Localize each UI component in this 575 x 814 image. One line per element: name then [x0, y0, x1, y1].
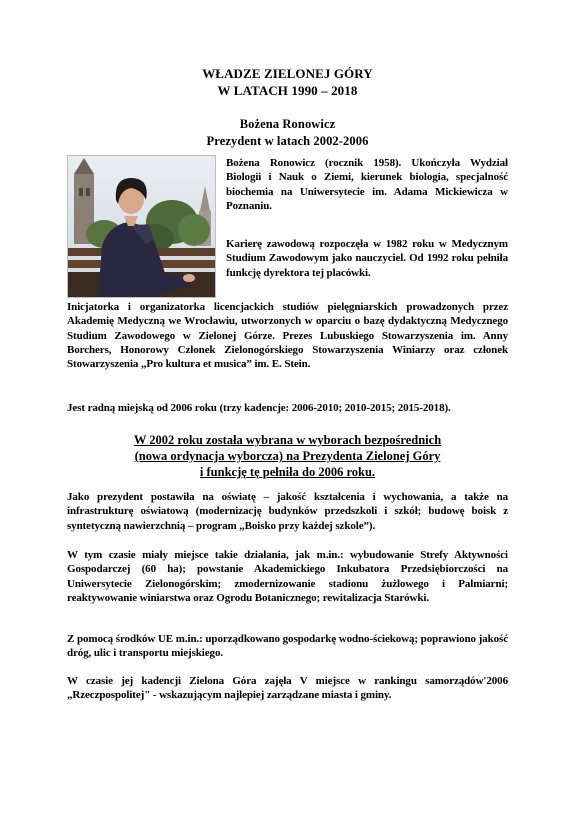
projects-paragraph: W tym czasie miały miejsce takie działania, jak m.in.: wybudowanie Strefy Aktywności Gospodarczej (60 ha); powstanie Akademickiego Inkubatora Przedsiębiorczości na Uniwersytecie Zielonogórskim; zmodernizowanie stadionu żużlowego i Palmiarni; reaktywowanie winiarstwa oraz Ogrodu Botanicznego; rewitalizacja Starówki.	[67, 549, 508, 604]
initiatives-paragraph: Inicjatorka i organizatorka licencjackich studiów pielęgniarskich prowadzonych przez Akademię Medyczną we Wrocławiu, utworzonych w oparciu o bazę dydaktyczną Medycznego Studium Zawodowego w Zielonej Górze. Prezes Lubuskiego Stowarzyszenia im. Anny Borchers, Honorowy Członek Zielonogórskiego Stowarzyszenia Winiarzy oraz członek Stowarzyszenia „Pro kultura et musica” im. E. Stein.	[67, 301, 508, 371]
election-line-1: W 2002 roku została wybrana w wyborach bezpośrednich	[133, 433, 442, 447]
education-paragraph: Jako prezydent postawiła na oświatę – jakość kształcenia i wychowania, a także na infrastrukturę oświatową (modernizację budynków przedszkoli i szkół; budowę boisk z syntetyczną nawierzchnią – program „Boisko przy każdej szkole”).	[67, 491, 508, 532]
portrait-photo	[67, 155, 216, 298]
person-heading	[0, 116, 575, 150]
election-highlight	[67, 432, 508, 480]
career-paragraph: Karierę zawodową rozpoczęła w 1982 roku w Medycznym Studium Zawodowym jako nauczyciel. Od 1992 roku pełniła funkcję dyrektora tej placówki.	[226, 238, 508, 279]
title-line-1: WŁADZE ZIELONEJ GÓRY	[202, 66, 373, 81]
ranking-paragraph: W czasie jej kadencji Zielona Góra zajęła V miejsce w rankingu samorządów'2006 „Rzeczpospolitej" - wskazującym najlepiej zarządzane miasta i gminy.	[67, 675, 508, 702]
bio-paragraph: Bożena Ronowicz (rocznik 1958). Ukończyła Wydział Biologii i Nauk o Ziemi, kierunek biologia, specjalność biochemia na Uniwersytecie im. Adama Mickiewicza w Poznaniu.	[226, 157, 508, 212]
councillor-paragraph: Jest radną miejską od 2006 roku (trzy kadencje: 2006-2010; 2010-2015; 2015-2018).	[67, 402, 451, 414]
person-name: Bożena Ronowicz	[239, 117, 336, 131]
document-title	[0, 65, 575, 99]
election-line-3: i funkcję tę pełniła do 2006 roku.	[199, 465, 376, 479]
person-role: Prezydent w latach 2002-2006	[206, 134, 369, 148]
eu-funds-paragraph: Z pomocą środków UE m.in.: uporządkowano gospodarkę wodno-ściekową; poprawiono jakość dróg, ulic i transportu miejskiego.	[67, 633, 508, 660]
title-line-2: W LATACH 1990 – 2018	[217, 83, 358, 98]
election-line-2: (nowa ordynacja wyborcza) na Prezydenta Zielonej Góry	[134, 449, 441, 463]
